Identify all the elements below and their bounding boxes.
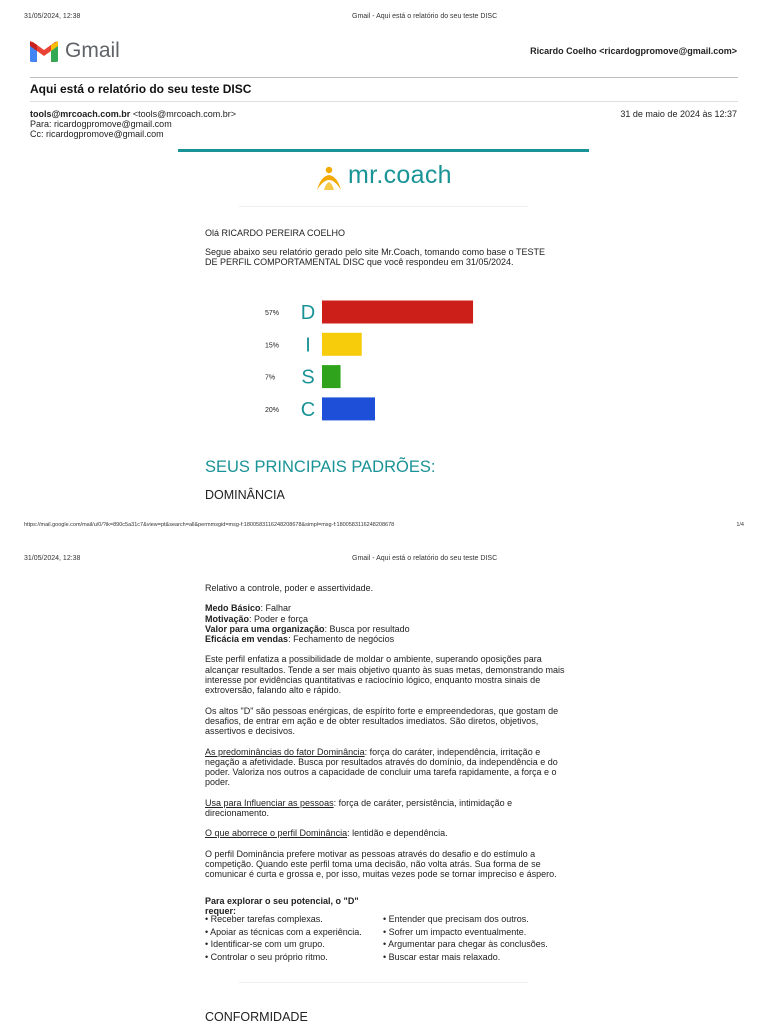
disc-bar-s bbox=[322, 365, 341, 388]
explore-right-item: • Buscar estar mais relaxado. bbox=[383, 951, 563, 964]
fact-motivacao-label: Motivação bbox=[205, 613, 250, 624]
dominance-heading: DOMINÂNCIA bbox=[205, 488, 285, 502]
print-datetime: 31/05/2024, 12:38 bbox=[24, 13, 81, 20]
patterns-title: SEUS PRINCIPAIS PADRÕES: bbox=[205, 458, 436, 476]
dominance-paragraph-5-label: O que aborrece o perfil Dominância bbox=[205, 828, 348, 839]
print-title: Gmail - Aqui está o relatório do seu teste DISC bbox=[352, 13, 498, 20]
dominance-body bbox=[205, 583, 565, 919]
recipient-to: Para: ricardogpromove@gmail.com bbox=[30, 119, 172, 129]
dominance-paragraph-3-label: As predominâncias do fator Dominância bbox=[205, 746, 365, 757]
dominance-paragraph-6: O perfil Dominância prefere motivar as pessoas através do desafio e do estímulo a competição. Quando este perfil toma uma decisão, não volta atrás. Sua forma de se comunicar é curta e grossa e, por isso, muitas vezes pode se tornar impreciso e áspero. bbox=[205, 848, 557, 880]
explore-right-item: • Argumentar para chegar às conclusões. bbox=[383, 938, 563, 951]
account-label: Ricardo Coelho <ricardogpromove@gmail.com> bbox=[530, 46, 737, 56]
fact-medo bbox=[205, 603, 565, 613]
recipient-cc: Cc: ricardogpromove@gmail.com bbox=[30, 129, 164, 139]
print-datetime-2: 31/05/2024, 12:38 bbox=[24, 555, 81, 562]
fact-motivacao-value: : Poder e força bbox=[249, 613, 309, 624]
disc-percent-label: 15% bbox=[265, 342, 280, 350]
fact-eficacia-value: : Fechamento de negócios bbox=[288, 634, 395, 645]
mrcoach-logo-text: mr.coach bbox=[348, 161, 452, 189]
dominance-paragraph-1: Este perfil enfatiza a possibilidade de moldar o ambiente, superando oposições para alcançar resultados. Tende a ser mais objetivo quanto às suas metas, demonstrando mais interesse por evidências quantitativas e raciocínio lógico, enquanto mostra sinais de extroversão, falando alto e rápido. bbox=[205, 654, 565, 696]
dominance-paragraph-4-label: Usa para Influenciar as pessoas bbox=[205, 797, 334, 808]
disc-chart-svg bbox=[255, 300, 575, 424]
dominance-paragraph-3-text: : força do caráter, independência, irritação e negação a afetividade. Busca por resultados através do domínio, da independência e do poder. Valoriza nos outros a capacidade de concluir uma tarefa rapidamente, a força e o poder. bbox=[205, 746, 558, 788]
greeting: Olá RICARDO PEREIRA COELHO bbox=[205, 228, 346, 238]
disc-percent-label: 7% bbox=[265, 374, 276, 382]
fact-valor bbox=[205, 624, 565, 634]
fact-valor-value: : Busca por resultado bbox=[324, 623, 410, 634]
disc-bar-chart bbox=[255, 300, 575, 424]
gmail-logo-text: Gmail bbox=[65, 39, 120, 62]
explore-left-item: • Receber tarefas complexas. bbox=[205, 913, 385, 926]
print-url: https://mail.google.com/mail/u/0/?ik=890c5a31c7&view=pt&search=all&permmsgid=msg-f:1800583116248208678&simpl=msg-f:1800583116248208678 bbox=[24, 522, 395, 528]
explore-left-item: • Controlar o seu próprio ritmo. bbox=[205, 951, 385, 964]
disc-percent-label: 20% bbox=[265, 406, 280, 414]
fact-list bbox=[205, 603, 565, 644]
logo-divider bbox=[239, 206, 528, 207]
sender-name: tools@mrcoach.com.br bbox=[30, 109, 131, 119]
fact-eficacia bbox=[205, 634, 565, 644]
email-subject: Aqui está o relatório do seu teste DISC bbox=[30, 82, 252, 96]
intro-paragraph: Segue abaixo seu relatório gerado pelo site Mr.Coach, tomando como base o TESTE DE PERFIL COMPORTAMENTAL DISC que você respondeu em 31/05/2024. bbox=[205, 247, 546, 268]
disc-bar-i bbox=[322, 333, 362, 356]
explore-right-item: • Entender que precisam dos outros. bbox=[383, 913, 563, 926]
dominance-paragraph-4-text: : força de caráter, persistência, intimidação e direcionamento. bbox=[205, 797, 513, 819]
section-divider bbox=[239, 982, 528, 983]
mrcoach-logo-icon bbox=[315, 166, 345, 192]
explore-title: Para explorar o seu potencial, o "D" requer: bbox=[205, 895, 359, 916]
brand-top-bar bbox=[178, 149, 589, 152]
explore-left-item: • Apoiar as técnicas com a experiência. bbox=[205, 926, 385, 939]
dominance-relative: Relativo a controle, poder e assertividade. bbox=[205, 583, 374, 593]
explore-right-item: • Sofrer um impacto eventualmente. bbox=[383, 926, 563, 939]
disc-bar-d bbox=[322, 301, 473, 324]
subject-divider bbox=[30, 101, 738, 102]
disc-letter-i: I bbox=[305, 334, 311, 357]
email-date: 31 de maio de 2024 às 12:37 bbox=[620, 109, 737, 119]
explore-list-left bbox=[205, 913, 385, 963]
disc-letter-c: C bbox=[300, 398, 316, 421]
explore-list-right bbox=[383, 913, 563, 963]
disc-letter-s: S bbox=[301, 366, 315, 389]
header-divider bbox=[30, 77, 738, 78]
dominance-paragraph-5-text: : lentidão e dependência. bbox=[347, 828, 448, 839]
fact-medo-value: : Falhar bbox=[260, 603, 292, 614]
explore-left-item: • Identificar-se com um grupo. bbox=[205, 938, 385, 951]
print-title-2: Gmail - Aqui está o relatório do seu teste DISC bbox=[352, 555, 498, 562]
conformidade-heading: CONFORMIDADE bbox=[205, 1010, 308, 1024]
dominance-paragraph-2: Os altos "D" são pessoas enérgicas, de espírito forte e empreendedoras, que gostam de desafios, de entrar em ação e de obter resultados imediatos. São diretos, objetivos, assertivos e decisivos. bbox=[205, 705, 559, 737]
dominance-paragraph-5 bbox=[205, 828, 565, 838]
disc-letter-d: D bbox=[300, 302, 316, 324]
disc-percent-label: 57% bbox=[265, 310, 280, 317]
sender-block bbox=[30, 109, 236, 139]
dominance-paragraph-3 bbox=[205, 747, 565, 788]
gmail-icon bbox=[30, 41, 58, 62]
dominance-paragraph-4 bbox=[205, 798, 565, 819]
fact-eficacia-label: Eficácia em vendas bbox=[205, 634, 289, 645]
sender-address: <tools@mrcoach.com.br> bbox=[132, 109, 236, 119]
fact-medo-label: Medo Básico bbox=[205, 603, 261, 614]
fact-motivacao bbox=[205, 614, 565, 624]
fact-valor-label: Valor para uma organização bbox=[205, 623, 325, 634]
disc-bar-c bbox=[322, 397, 375, 420]
print-page-number: 1/4 bbox=[736, 522, 744, 528]
